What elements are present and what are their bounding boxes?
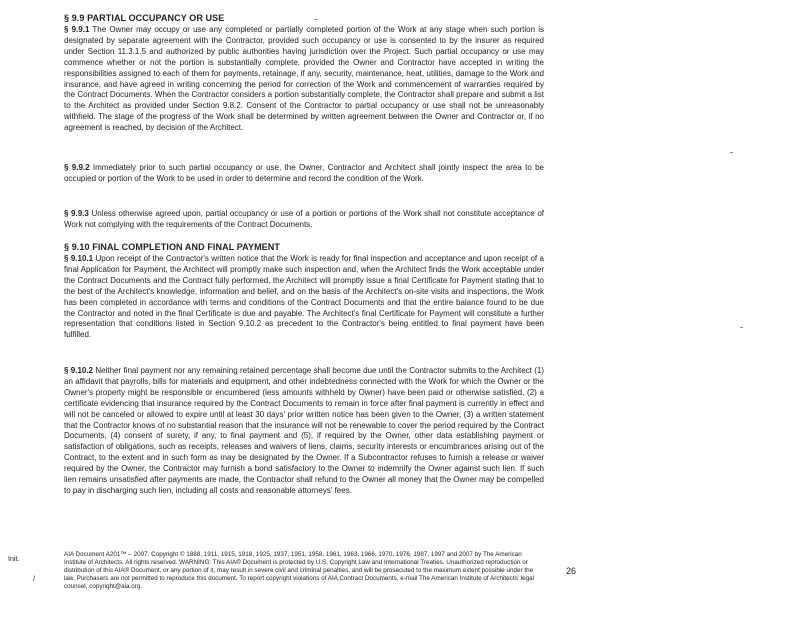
clause-number: § 9.9.1 — [64, 25, 90, 34]
clause-text: The Owner may occupy or use any completed or partially completed portion of the Work at any stage when such portion is designated by separate agreement with the Contractor, provided such occupancy or use is consented to by the insurer as required under Section 11.3.1.5 and authorized by public authorities having jurisdiction over the Project. Such partial occupancy or use may commence whether or not the portion is substantially complete, provided the Owner and Contractor have accepted in writing the responsibilities assigned to each of them for payments, retainage, if any, security, maintenance, heat, utilities, damage to the Work and insurance, and have agreed in writing concerning the period for correction of the Work and commencement of warranties required by the Contract Documents. When the Contractor considers a portion substantially complete, the Contractor shall prepare and submit a list to the Architect as provided under Section 9.8.2. Consent of the Contractor to partial occupancy or use shall not be unreasonably withheld. The stage of the progress of the Work shall be determined by written agreement between the Owner and Contractor or, if no agreement is reached, by decision of the Architect. — [64, 25, 545, 133]
paragraph-9-9-1 — [64, 25, 544, 134]
section-heading-9-10: § 9.10 FINAL COMPLETION AND FINAL PAYMENT — [64, 242, 280, 252]
paragraph-9-9-2 — [64, 163, 544, 185]
clause-number: § 9.10.2 — [64, 366, 94, 375]
paragraph-9-10-1 — [64, 254, 544, 341]
clause-number: § 9.9.3 — [64, 209, 89, 218]
paragraph-9-10-2 — [64, 366, 544, 497]
copyright-notice: AIA Document A201™ – 2007. Copyright © 1888, 1911, 1915, 1918, 1925, 1937, 1951, 1958, 1961, 1963, 1966, 1970, 1976, 1987, 1997 and 2007 by The American Institute of Architects. All rights reserved. WARNING: This AIA® Document is protected by U.S. Copyright Law and International Treaties. Unauthorized reproduction or distribution of this AIA® Document, or any portion of it, may result in severe civil and criminal penalties, and will be prosecuted to the maximum extent possible under the law. Purchasers are not permitted to reproduce this document. To report copyright violations of AIA Contract Documents, e-mail The American Institute of Architects' legal counsel, copyright@aia.org. — [64, 551, 534, 590]
scan-speck — [730, 152, 733, 153]
clause-text: Upon receipt of the Contractor's written notice that the Work is ready for final inspection and acceptance and upon receipt of a final Application for Payment, the Architect will promptly make such inspection and, when the Architect finds the Work acceptable under the Contract Documents and the Contract fully performed, the Architect will promptly issue a final Certificate for Payment stating that to the best of the Architect's knowledge, information and belief, and on the basis of the Architect's on-site visits and inspections, the Work has been completed in accordance with terms and conditions of the Contract Documents and that the entire balance found to be due the Contractor and noted in the final Certificate is due and payable. The Architect's final Certificate for Payment will constitute a further representation that conditions listed in Section 9.10.2 as precedent to the Contractor's being entitled to final payment have been fulfilled. — [64, 254, 544, 340]
scan-speck — [740, 327, 743, 328]
clause-number: § 9.9.2 — [64, 163, 90, 172]
clause-number: § 9.10.1 — [64, 254, 94, 263]
clause-text: Immediately prior to such partial occupancy or use, the Owner, Contractor and Architect shall jointly inspect the area to be occupied or portion of the Work to be used in order to determine and record the condition of the Work. — [64, 163, 544, 183]
paragraph-9-9-3 — [64, 209, 544, 231]
initials-mark: / — [33, 576, 35, 583]
section-heading-9-9: § 9.9 PARTIAL OCCUPANCY OR USE — [64, 13, 225, 23]
initials-label: Init. — [8, 556, 20, 563]
scan-speck — [314, 19, 317, 20]
clause-text: Unless otherwise agreed upon, partial occupancy or use of a portion or portions of the Work shall not constitute acceptance of Work not complying with the requirements of the Contract Documents. — [64, 209, 544, 229]
clause-text: Neither final payment nor any remaining retained percentage shall become due until the Contractor submits to the Architect (1) an affidavit that payrolls, bills for materials and equipment, and other indebtedness connected with the Work for which the Owner or the Owner's property might be responsible or encumbered (less amounts withheld by Owner) have been paid or otherwise satisfied, (2) a certificate evidencing that insurance required by the Contract Documents to remain in force after final payment is currently in effect and will not be canceled or allowed to expire until at least 30 days' prior written notice has been given to the Owner, (3) a written statement that the Contractor knows of no substantial reason that the insurance will not be renewable to cover the period required by the Contract Documents, (4) consent of surety, if any, to final payment and (5), if required by the Owner, other data establishing payment or satisfaction of obligations, such as receipts, releases and waivers of liens, claims, security interests or encumbrances arising out of the Contract, to the extent and in such form as may be designated by the Owner. If a Subcontractor refuses to furnish a release or waiver required by the Owner, the Contractor may furnish a bond satisfactory to the Owner to indemnify the Owner against such lien. If such lien remains unsatisfied after payments are made, the Contractor shall refund to the Owner all money that the Owner may be compelled to pay in discharging such lien, including all costs and reasonable attorneys' fees. — [64, 366, 544, 495]
page-number: 26 — [566, 566, 577, 576]
